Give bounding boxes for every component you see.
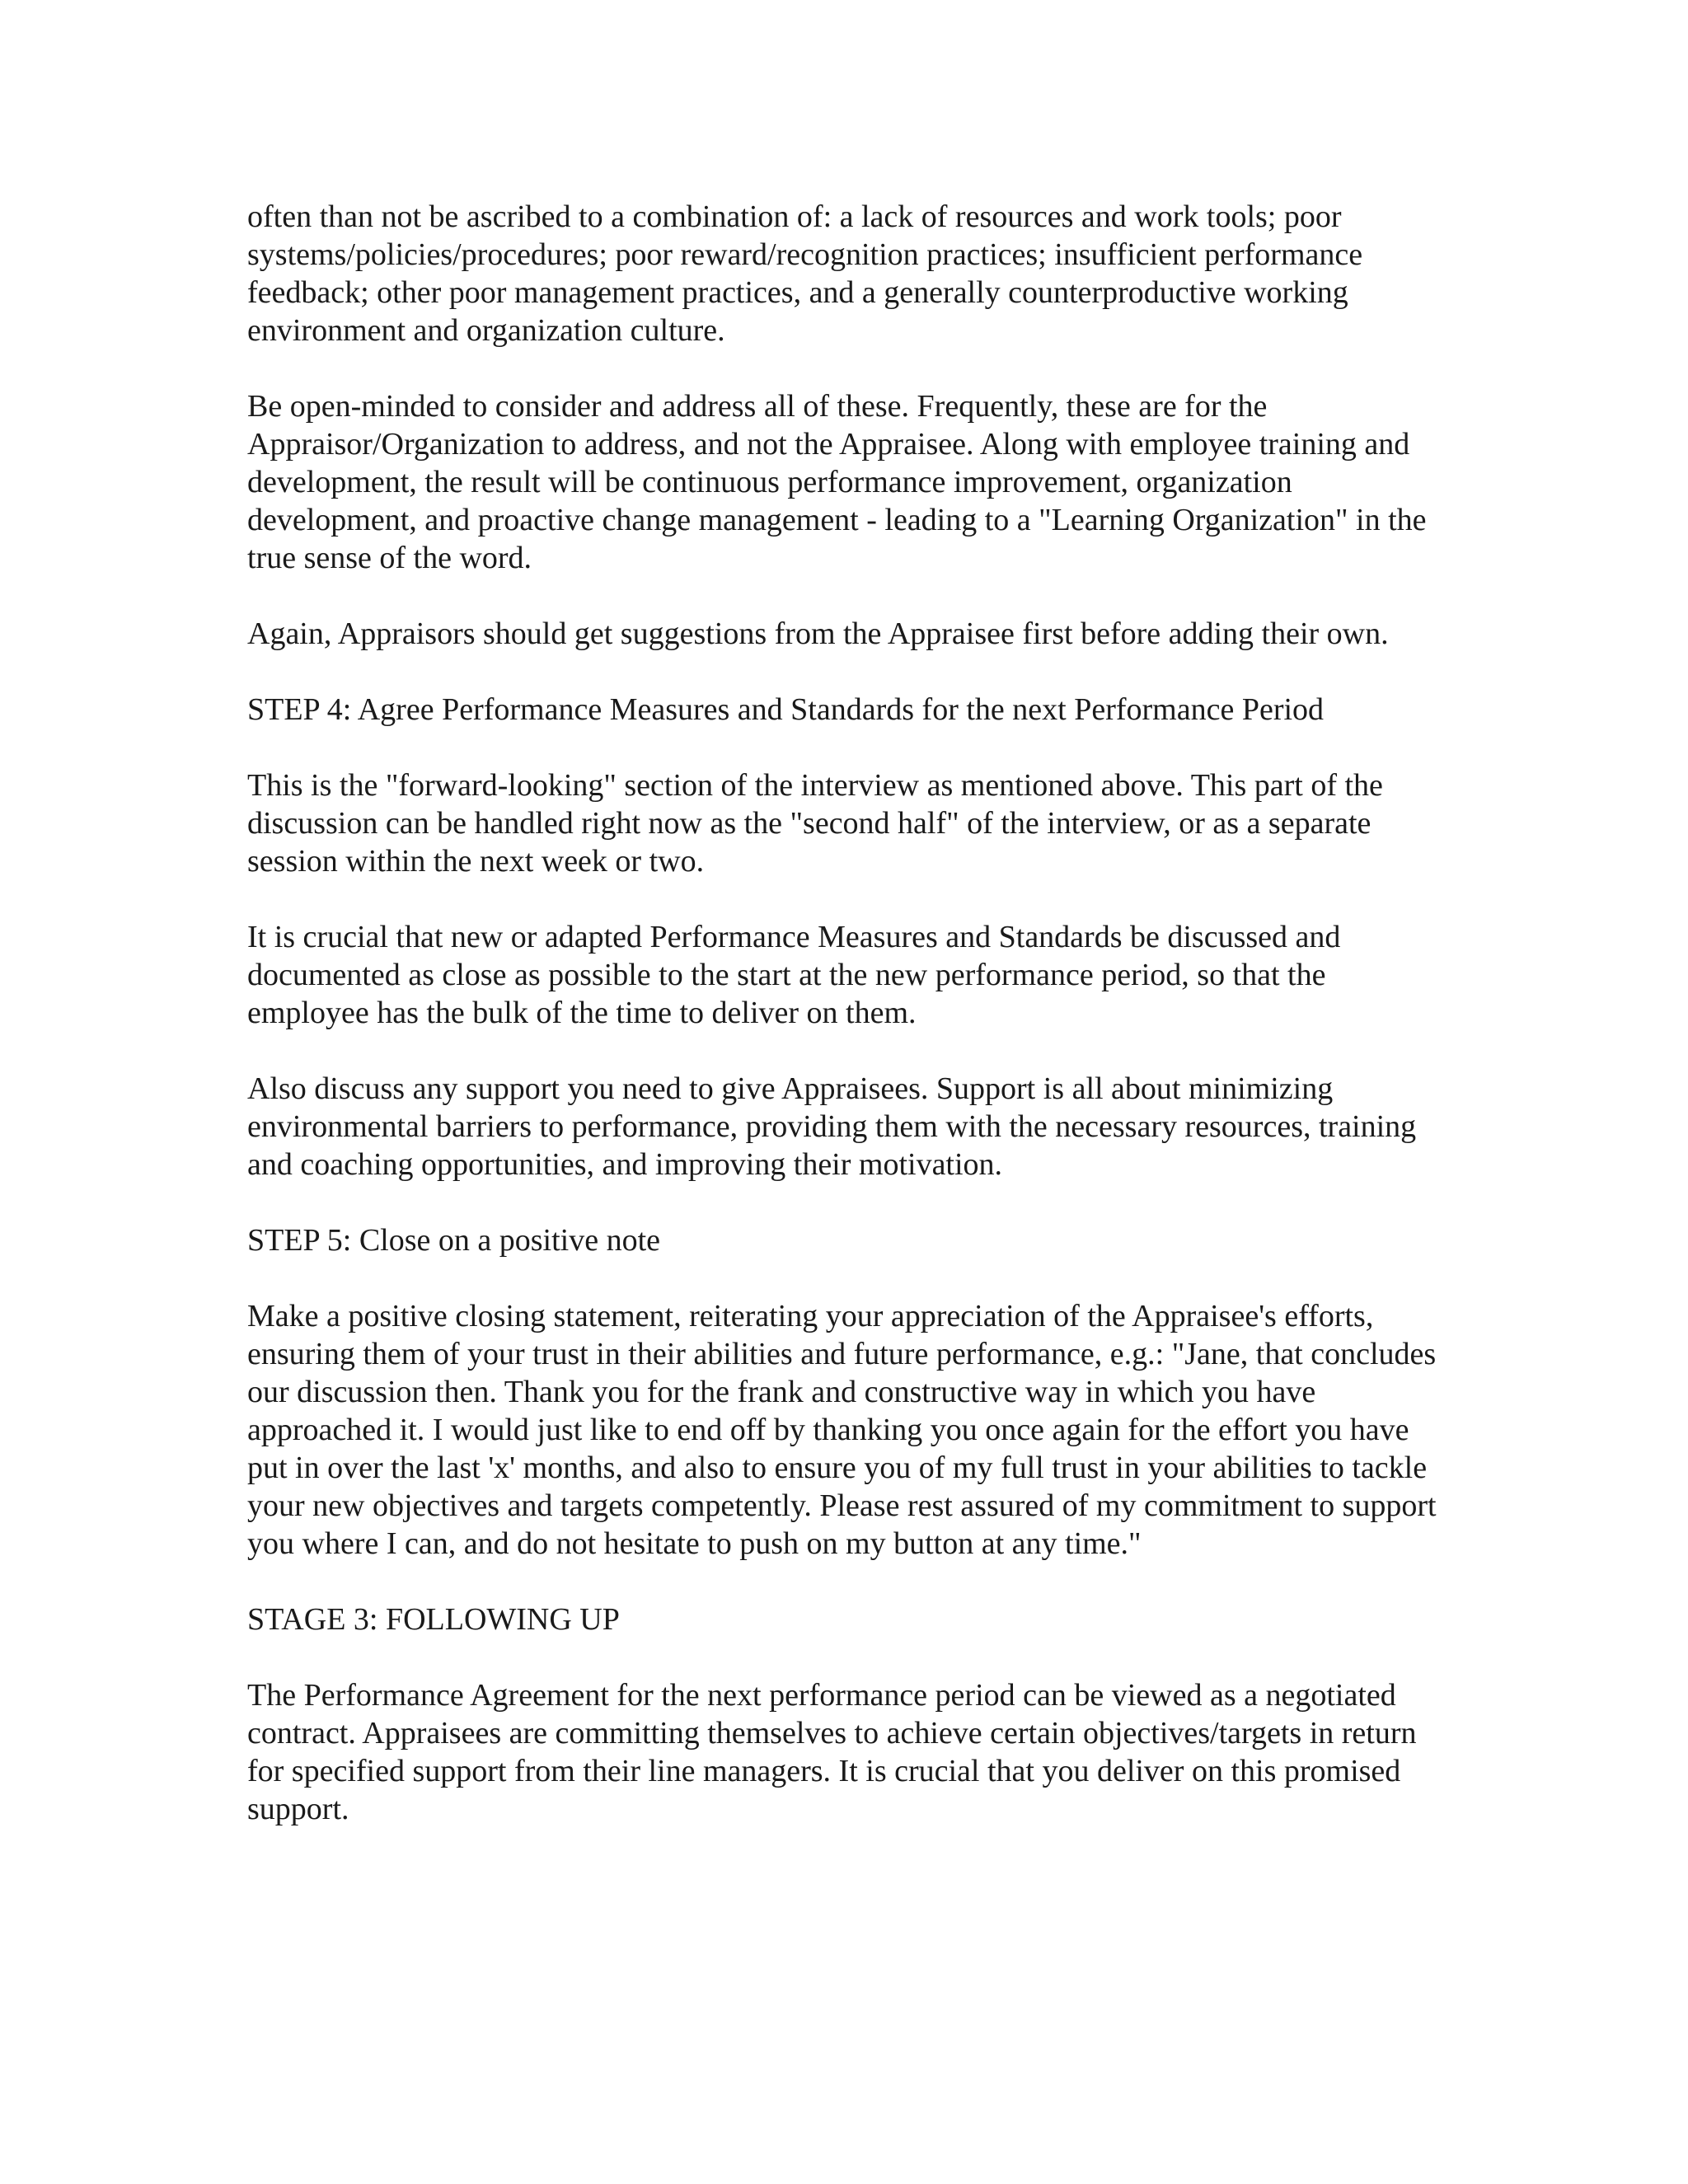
paragraph-support: Also discuss any support you need to give Appraisees. Support is all about minimizing environmental barriers to performance, providing them with the necessary resources, training and coaching opportunities, and improving their motivation.	[247, 1071, 1417, 1182]
document-body	[247, 198, 1451, 1828]
paragraph-causes: often than not be ascribed to a combination of: a lack of resources and work tools; poor systems/policies/procedures; poor reward/recognition practices; insufficient performance feedback; other poor management practices, and a generally counterproductive working environment and organization culture.	[247, 199, 1363, 348]
paragraph-forward-looking: This is the "forward-looking" section of the interview as mentioned above. This part of the discussion can be handled right now as the "second half" of the interview, or as a separate session within the next week or two.	[247, 768, 1383, 879]
paragraph-suggestions: Again, Appraisors should get suggestions from the Appraisee first before adding their own.	[247, 616, 1389, 651]
paragraph-closing-statement: Make a positive closing statement, reiterating your appreciation of the Appraisee's efforts, ensuring them of your trust in their abilities and future performance, e.g.: "Jane, that concludes our discussion then. Thank you for the frank and constructive way in which you have approached it. I would just like to end off by thanking you once again for the effort you have put in over the last 'x' months, and also to ensure you of my full trust in your abilities to tackle your new objectives and targets competently. Please rest assured of my commitment to support you where I can, and do not hesitate to push on my button at any time."	[247, 1299, 1437, 1561]
heading-step-5: STEP 5: Close on a positive note	[247, 1223, 661, 1258]
paragraph-crucial-measures: It is crucial that new or adapted Performance Measures and Standards be discussed and documented as close as possible to the start at the new performance period, so that the employee has the bulk of the time to deliver on them.	[247, 920, 1341, 1030]
heading-stage-3: STAGE 3: FOLLOWING UP	[247, 1602, 620, 1637]
paragraph-performance-agreement: The Performance Agreement for the next performance period can be viewed as a negotiated contract. Appraisees are committing themselves to achieve certain objectives/targets in return for specified support from their line managers. It is crucial that you deliver on this promised support.	[247, 1678, 1417, 1826]
heading-step-4: STEP 4: Agree Performance Measures and Standards for the next Performance Period	[247, 692, 1325, 727]
paragraph-open-minded: Be open-minded to consider and address all of these. Frequently, these are for the Appraisor/Organization to address, and not the Appraisee. Along with employee training and development, the result will be continuous performance improvement, organization development, and proactive change management - leading to a "Learning Organization" in the true sense of the word.	[247, 389, 1427, 575]
